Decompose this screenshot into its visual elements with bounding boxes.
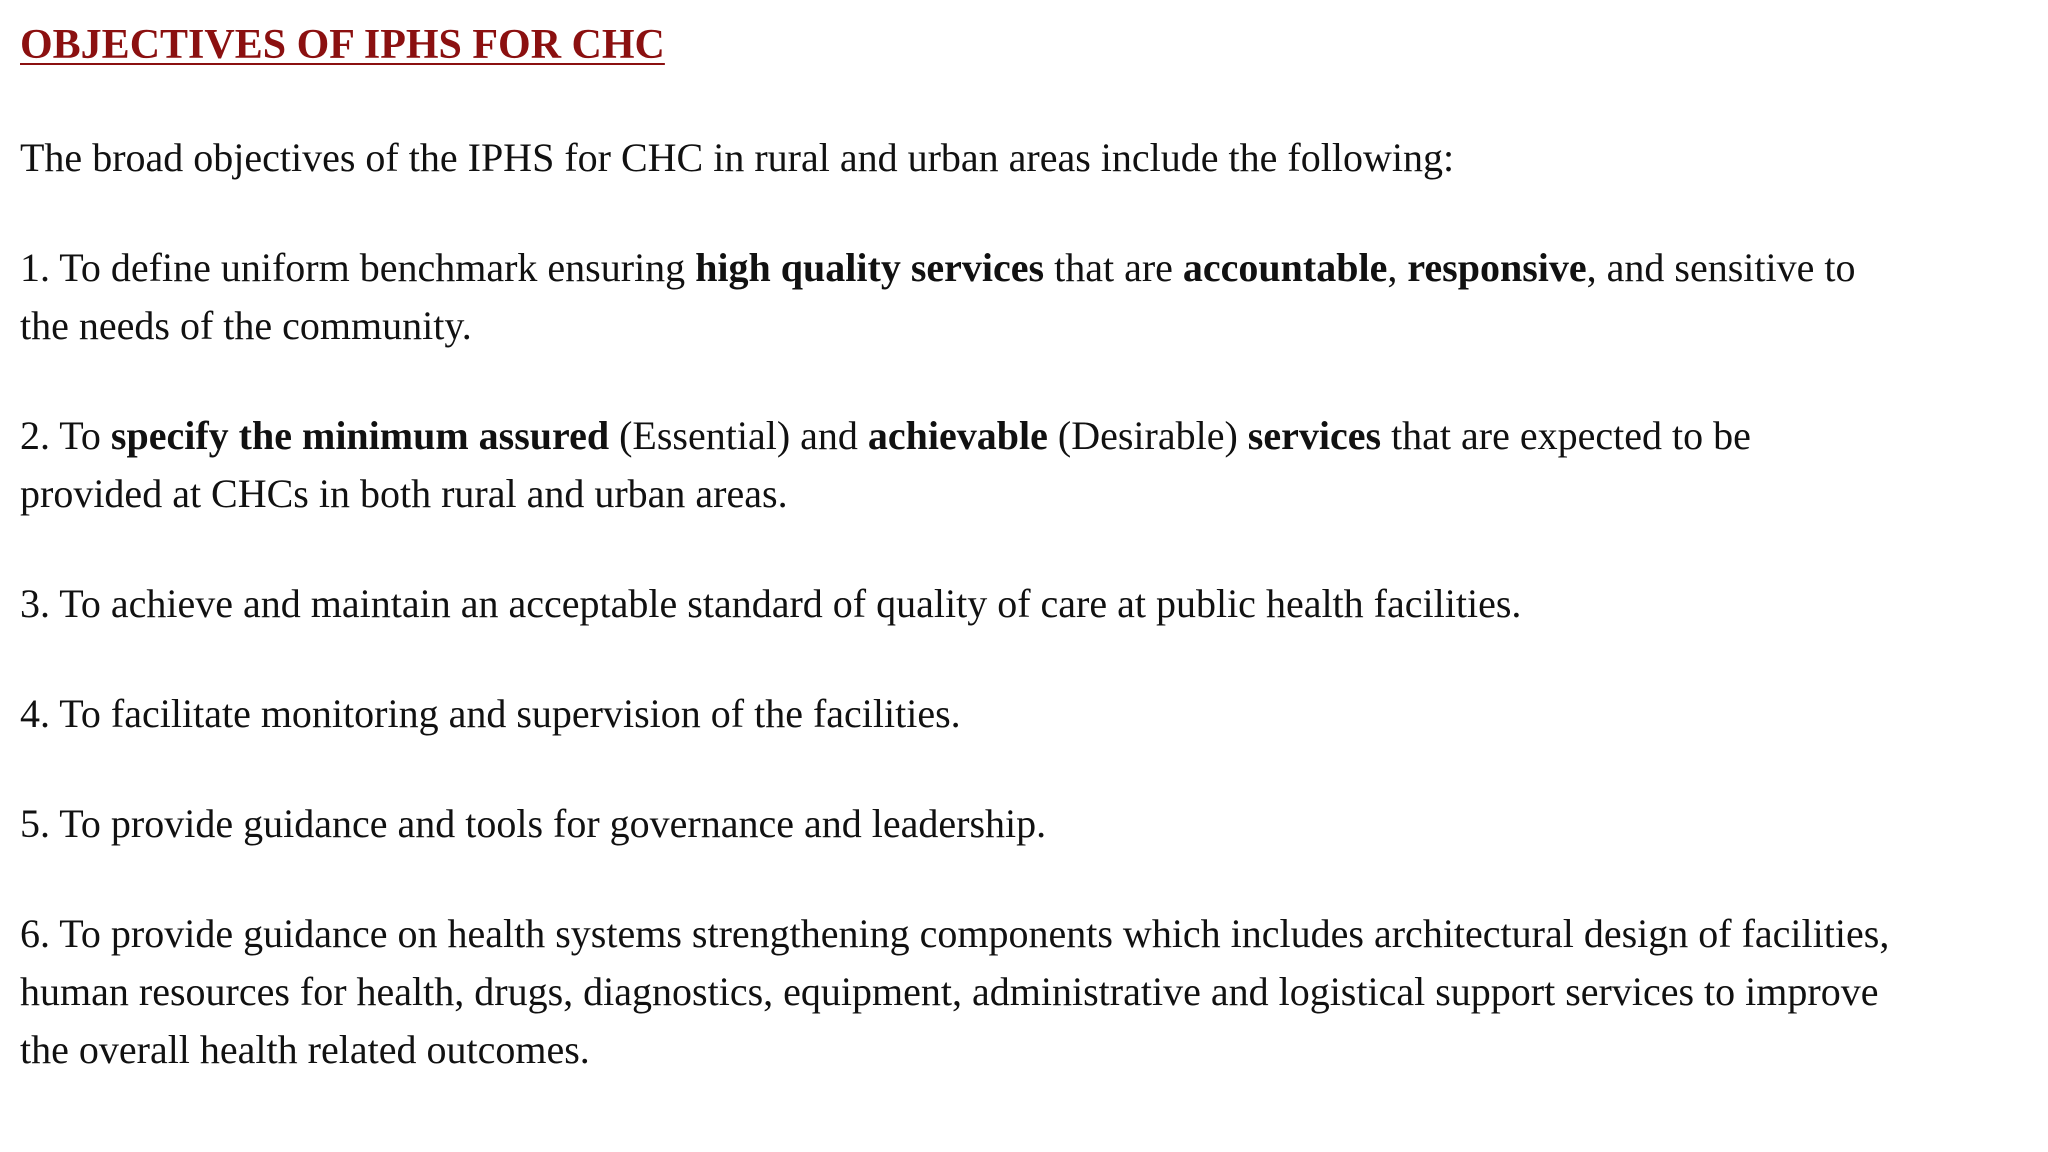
objective-text: that are expected to be [1381, 413, 1751, 458]
intro-paragraph: The broad objectives of the IPHS for CHC in rural and urban areas include the following: [20, 135, 1455, 180]
objective-text: 1. To define uniform benchmark ensuring [20, 245, 696, 290]
objective-text: the overall health related outcomes. [20, 1027, 590, 1072]
objective-item [20, 685, 2028, 743]
objective-item [20, 407, 2028, 523]
objective-text: 4. To facilitate monitoring and supervision of the facilities. [20, 691, 961, 736]
objective-text: 3. To achieve and maintain an acceptable standard of quality of care at public health facilities. [20, 581, 1522, 626]
objective-text: , [1387, 245, 1408, 290]
objective-emphasis: specify the minimum assured [110, 413, 610, 458]
objective-text: (Essential) and [609, 413, 868, 458]
objective-text: 2. To [20, 413, 111, 458]
objective-emphasis: services [1247, 413, 1382, 458]
objective-emphasis: accountable [1182, 245, 1388, 290]
objective-item [20, 239, 2028, 355]
objectives-list [20, 239, 2028, 1079]
objective-item [20, 905, 2028, 1079]
objective-text: the needs of the community. [20, 303, 472, 348]
objective-text: , and sensitive to [1586, 245, 1856, 290]
objective-text: 5. To provide guidance and tools for governance and leadership. [20, 801, 1047, 846]
objective-text: human resources for health, drugs, diagnostics, equipment, administrative and logistical support services to improve [20, 969, 1879, 1014]
section-heading: OBJECTIVES OF IPHS FOR CHC [20, 22, 665, 68]
objective-text: (Desirable) [1047, 413, 1248, 458]
objective-text: that are [1044, 245, 1183, 290]
objective-emphasis: responsive [1407, 245, 1587, 290]
objective-text: 6. To provide guidance on health systems strengthening components which includes architectural design of facilities, [20, 911, 1890, 956]
objective-item [20, 795, 2028, 853]
objective-emphasis: high quality services [695, 245, 1045, 290]
objective-item [20, 575, 2028, 633]
objective-text: provided at CHCs in both rural and urban areas. [20, 471, 788, 516]
objective-emphasis: achievable [867, 413, 1048, 458]
